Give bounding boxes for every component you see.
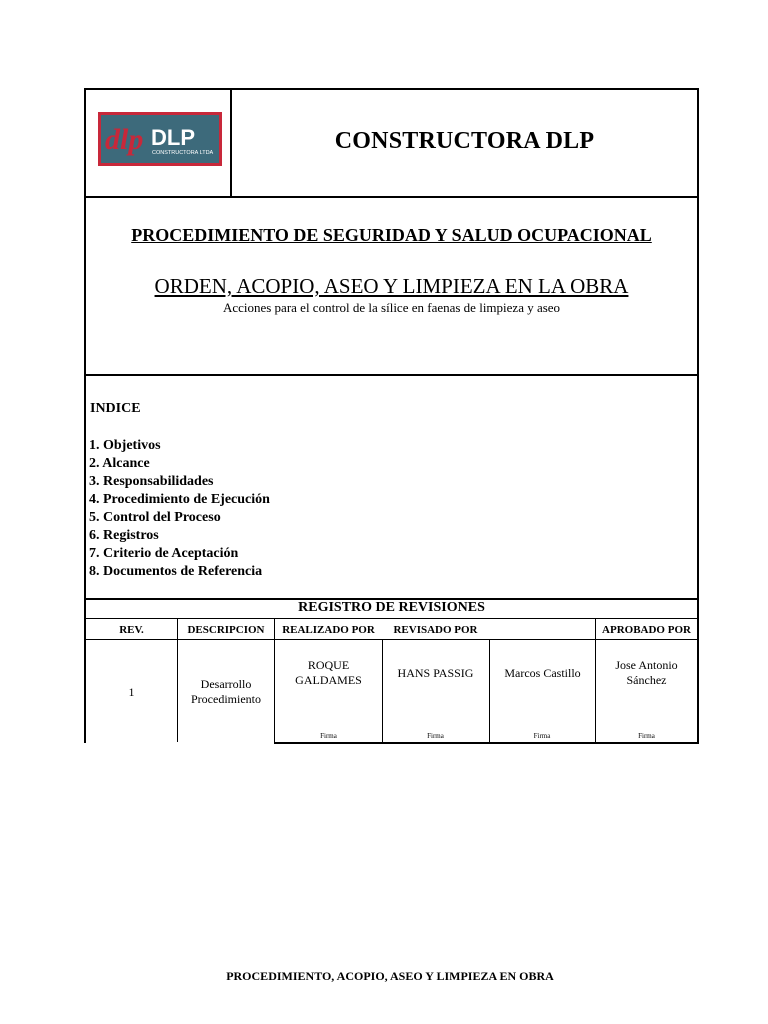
main-title: ORDEN, ACOPIO, ASEO Y LIMPIEZA EN LA OBRA [154, 274, 629, 298]
index-item: 3. Responsabilidades [89, 474, 214, 489]
procedure-title: PROCEDIMIENTO DE SEGURIDAD Y SALUD OCUPACIONAL [131, 225, 652, 245]
signature-label: Firma [427, 732, 444, 740]
index-heading: INDICE [90, 401, 141, 416]
cell-descripcion: Desarrollo Procedimiento [191, 677, 261, 706]
logo-subtext: CONSTRUCTORA LTDA [152, 150, 214, 156]
subtitle: Acciones para el control de la sílice en faenas de limpieza y aseo [222, 300, 561, 315]
signature-label: Firma [320, 732, 337, 740]
header-empty [489, 621, 595, 639]
index-item: 1. Objetivos [89, 438, 161, 453]
cell-realizado-por: ROQUE GALDAMES [295, 658, 362, 687]
index-item: 4. Procedimiento de Ejecución [89, 492, 270, 507]
index-list [89, 437, 270, 581]
cell-rev: 1 [128, 685, 135, 699]
header-rev: REV. [119, 624, 144, 636]
header-descripcion: DESCRIPCION [187, 624, 265, 636]
index-item: 7. Criterio de Aceptación [89, 546, 239, 561]
signature-label: Firma [533, 732, 551, 740]
signature-label: Firma [638, 732, 655, 740]
logo-mark: dlp [105, 123, 144, 156]
index-item: 8. Documentos de Referencia [89, 564, 263, 579]
index-item: 5. Control del Proceso [89, 510, 221, 525]
cell-revisado-por-1: HANS PASSIG [397, 666, 474, 680]
header-revisado-por: REVISADO POR [393, 624, 478, 636]
cell-revisado-por-2: Marcos Castillo [504, 666, 581, 680]
index-item: 6. Registros [89, 528, 159, 543]
revisions-title: REGISTRO DE REVISIONES [298, 600, 485, 615]
company-logo [98, 112, 222, 166]
cell-aprobado-por: Jose Antonio Sánchez [615, 658, 678, 687]
index-item: 2. Alcance [89, 456, 150, 471]
page-footer: PROCEDIMIENTO, ACOPIO, ASEO Y LIMPIEZA EN OBRA [226, 969, 554, 983]
header-aprobado-por: APROBADO POR [602, 624, 691, 636]
company-name: CONSTRUCTORA DLP [334, 128, 595, 154]
logo-text: DLP [151, 125, 195, 150]
header-realizado-por: REALIZADO POR [282, 624, 375, 636]
